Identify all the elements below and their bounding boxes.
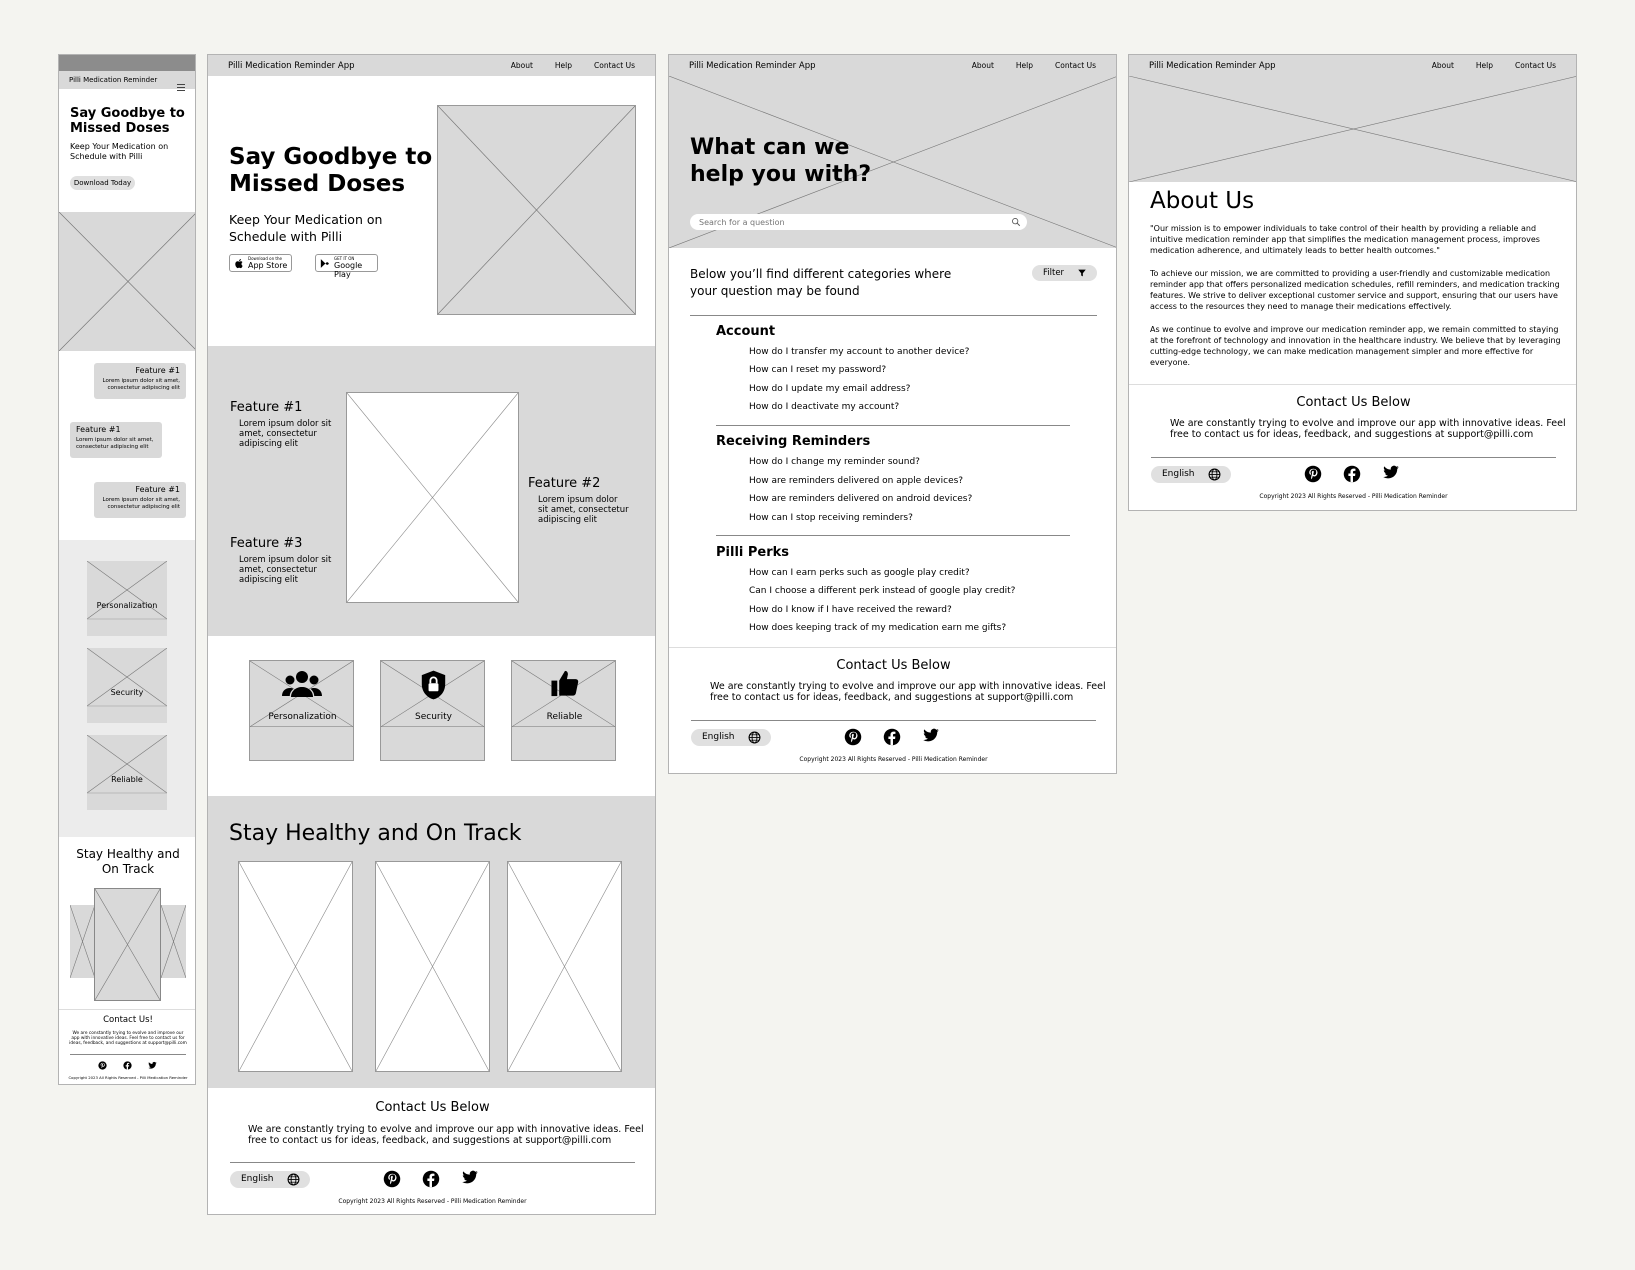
mobile-value-card: Security (87, 648, 167, 723)
desktop-home-frame (207, 54, 656, 1215)
facebook-icon[interactable] (123, 1061, 132, 1070)
shield-lock-icon (420, 669, 447, 701)
faq-question[interactable]: How can I stop receiving reminders? (749, 513, 913, 523)
group-icon (281, 669, 323, 699)
nav-contact[interactable]: Contact Us (594, 61, 635, 70)
navbar (669, 55, 1116, 76)
faq-question[interactable]: How are reminders delivered on apple devices? (749, 476, 964, 486)
nav-help[interactable]: Help (554, 61, 573, 70)
faq-question[interactable]: How does keeping track of my medication earn me gifts? (749, 623, 1007, 633)
nav-contact[interactable]: Contact Us (1515, 61, 1556, 70)
feature-3: Feature #3 Lorem ipsum dolor sit amet, consectetur adipiscing elit (230, 536, 332, 585)
faq-question[interactable]: How do I change my reminder sound? (749, 457, 920, 467)
mobile-carousel-center (94, 888, 161, 1001)
nav-about[interactable]: About (971, 61, 994, 70)
globe-icon (748, 731, 761, 744)
language-selector[interactable]: English (1151, 466, 1231, 483)
mobile-healthy-title: Stay Healthy and On Track (76, 847, 180, 876)
mobile-value-card: Reliable (87, 735, 167, 810)
nav-contact[interactable]: Contact Us (1055, 61, 1096, 70)
footer-text: We are constantly trying to evolve and improve our app with innovative ideas. Feel free to contact us for ideas, feedback, and suggestions at support@pilli.com (248, 1124, 644, 1146)
mobile-hero-subtitle: Keep Your Medication on Schedule with Pilli (70, 142, 169, 161)
facebook-icon[interactable] (883, 728, 901, 746)
about-frame (1128, 54, 1577, 511)
nav-help[interactable]: Help (1475, 61, 1494, 70)
mobile-hero-title: Say Goodbye to Missed Doses (70, 106, 185, 136)
feature-1: Feature #1 Lorem ipsum dolor sit amet, consectetur adipiscing elit (230, 400, 332, 449)
twitter-icon[interactable] (148, 1061, 157, 1070)
healthy-title: Stay Healthy and On Track (229, 821, 522, 846)
mobile-feature-card: Feature #1 Lorem ipsum dolor sit amet, consectetur adipiscing elit (94, 482, 186, 518)
google-play-badge[interactable]: GET IT ON Google Play (315, 254, 378, 272)
category-title: Pilli Perks (716, 545, 790, 560)
navbar (1129, 55, 1576, 76)
about-paragraph-3: As we continue to evolve and improve our medication reminder app, we remain committed to staying at the forefront of technology and innovation in the healthcare industry. We believe that by leveraging cutting-edge technology, we can make medication management simpler and more effective for everyone. (1150, 325, 1561, 367)
healthy-image-1 (238, 861, 353, 1072)
value-card-reliable: Reliable (511, 660, 616, 761)
language-selector[interactable]: English (691, 729, 771, 746)
brand[interactable]: Pilli Medication Reminder App (1149, 61, 1276, 71)
mobile-home-frame (58, 54, 196, 1085)
copyright: Copyright 2023 All Rights Reserved - Pilli Medication Reminder (1259, 493, 1448, 500)
filter-button[interactable]: Filter (1032, 265, 1097, 281)
language-selector[interactable]: English (230, 1171, 310, 1188)
footer-text: We are constantly trying to evolve and improve our app with innovative ideas. Feel free to contact us for ideas, feedback, and suggestions at support@pilli.com (710, 681, 1106, 703)
faq-question[interactable]: How can I reset my password? (749, 365, 887, 375)
copyright: Copyright 2023 All Rights Reserved - Pilli Medication Reminder (799, 756, 988, 763)
help-title: What can we help you with? (690, 135, 872, 187)
mobile-feature-card: Feature #1 Lorem ipsum dolor sit amet, consectetur adipiscing elit (70, 422, 162, 458)
mobile-carousel-right (161, 905, 186, 978)
apple-icon (234, 258, 245, 269)
healthy-image-3 (507, 861, 622, 1072)
mobile-value-card: Personalization (87, 561, 167, 636)
healthy-image-2 (375, 861, 490, 1072)
faq-question[interactable]: How do I deactivate my account? (749, 402, 900, 412)
brand[interactable]: Pilli Medication Reminder App (689, 61, 816, 71)
mobile-brand: Pilli Medication Reminder (69, 76, 158, 84)
mobile-navbar (59, 71, 196, 89)
faq-question[interactable]: How do I transfer my account to another device? (749, 347, 970, 357)
nav-help[interactable]: Help (1015, 61, 1034, 70)
globe-icon (287, 1173, 300, 1186)
category-title: Account (716, 324, 776, 339)
brand[interactable]: Pilli Medication Reminder App (228, 61, 355, 71)
hero-subtitle: Keep Your Medication on Schedule with Pilli (229, 212, 383, 244)
twitter-icon[interactable] (1382, 464, 1400, 481)
about-paragraph-2: To achieve our mission, we are committed to providing a user-friendly and customizable medication reminder app that offers personalized medication schedules, refill reminders, and medication tracking features. We strive to deliver exceptional customer service and support, ensuring that our users have access to the resources they need to manage their medications effectively. (1150, 269, 1560, 311)
twitter-icon[interactable] (461, 1169, 479, 1186)
footer-title: Contact Us Below (375, 1100, 490, 1115)
mobile-status-bar (59, 55, 196, 71)
filter-icon (1077, 268, 1087, 278)
feature-2: Feature #2 Lorem ipsum dolor sit amet, consectetur adipiscing elit (528, 476, 629, 525)
search-icon[interactable] (1011, 217, 1021, 227)
help-frame (668, 54, 1117, 774)
pinterest-icon[interactable] (383, 1170, 401, 1188)
globe-icon (1208, 468, 1221, 481)
search-bar[interactable] (690, 214, 1027, 230)
download-today-button[interactable]: Download Today (70, 176, 135, 190)
about-title: About Us (1150, 188, 1255, 214)
category-title: Receiving Reminders (716, 434, 871, 449)
twitter-icon[interactable] (922, 727, 940, 744)
help-intro: Below you’ll find different categories where your question may be found (690, 267, 952, 298)
app-store-badge[interactable]: Download on the App Store (229, 254, 292, 272)
mobile-footer-title: Contact Us! (103, 1015, 153, 1025)
faq-question[interactable]: How do I know if I have received the reward? (749, 605, 952, 615)
play-icon (319, 258, 330, 269)
navbar (208, 55, 655, 76)
pinterest-icon[interactable] (844, 728, 862, 746)
mobile-feature-card: Feature #1 Lorem ipsum dolor sit amet, consectetur adipiscing elit (94, 363, 186, 399)
faq-question[interactable]: How are reminders delivered on android devices? (749, 494, 973, 504)
footer-text: We are constantly trying to evolve and improve our app with innovative ideas. Feel free to contact us for ideas, feedback, and suggestions at support@pilli.com (1170, 418, 1566, 440)
pinterest-icon[interactable] (98, 1061, 107, 1070)
value-card-security: Security (380, 660, 485, 761)
nav-about[interactable]: About (1431, 61, 1454, 70)
footer-title: Contact Us Below (1296, 395, 1411, 410)
hero-image (437, 105, 636, 315)
mobile-copyright: Copyright 2023 All Rights Reserved - Pilli Medication Reminder (68, 1075, 188, 1080)
mobile-footer-text: We are constantly trying to evolve and improve our app with innovative ideas. Feel free to contact us for ideas, feedback, and suggestions at support@pilli.com (69, 1031, 187, 1046)
faq-question[interactable]: How can I earn perks such as google play credit? (749, 568, 970, 578)
pinterest-icon[interactable] (1304, 465, 1322, 483)
faq-question[interactable]: How do I update my email address? (749, 384, 911, 394)
facebook-icon[interactable] (422, 1170, 440, 1188)
about-paragraph-1: "Our mission is to empower individuals to take control of their health by providing a reliable and intuitive medication reminder app that simplifies the medication management process, improves medication adherence, and ultimately leads to better health outcomes." (1150, 224, 1540, 255)
mobile-carousel-left (70, 905, 95, 978)
footer-title: Contact Us Below (836, 658, 951, 673)
mobile-hero-image (59, 212, 196, 351)
faq-question[interactable]: Can I choose a different perk instead of google play credit? (749, 586, 1016, 596)
search-input[interactable] (699, 216, 989, 228)
features-phone-image (346, 392, 519, 603)
thumbs-up-icon (550, 669, 580, 698)
facebook-icon[interactable] (1343, 465, 1361, 483)
menu-icon[interactable] (177, 76, 185, 83)
hero-title: Say Goodbye to Missed Doses (229, 144, 433, 197)
value-card-personalization: Personalization (249, 660, 354, 761)
nav-about[interactable]: About (510, 61, 533, 70)
copyright: Copyright 2023 All Rights Reserved - Pilli Medication Reminder (338, 1198, 527, 1205)
